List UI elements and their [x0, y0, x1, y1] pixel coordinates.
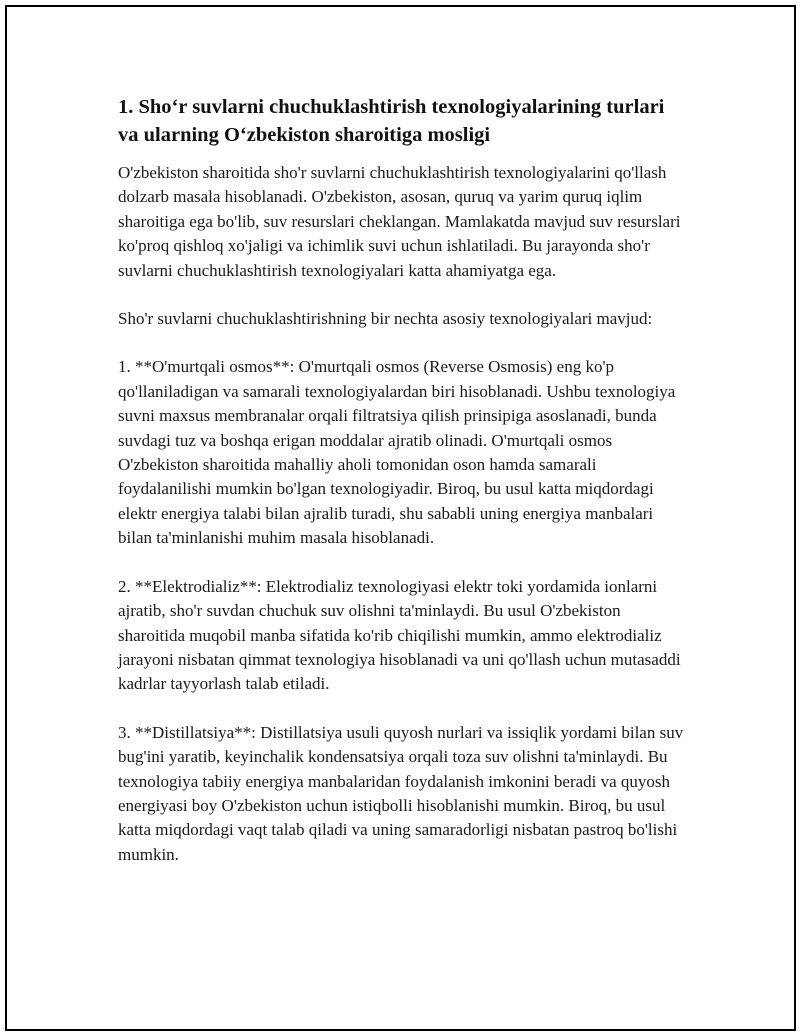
paragraph-technologies-lead: Sho'r suvlarni chuchuklashtirishning bir nechta asosiy texnologiyalari mavjud:	[118, 309, 653, 329]
paragraph-intro: O'zbekiston sharoitida sho'r suvlarni chuchuklashtirish texnologiyalarini qo'llash dolzarb masala hisoblanadi. O'zbekiston, asosan, quruq va yarim quruq iqlim sharoitiga ega bo'lib, suv resurslari cheklangan. Mamlakatda mavjud suv resurslari ko'proq qishloq xo'jaligi va ichimlik suvi uchun ishlatiladi. Bu jarayonda sho'r suvlarni chuchuklashtirish texnologiyalari katta ahamiyatga ega.	[118, 163, 681, 280]
paragraph-reverse-osmosis: 1. **O'murtqali osmos**: O'murtqali osmos (Reverse Osmosis) eng ko'p qo'llaniladigan va samarali texnologiyalardan biri hisoblanadi. Ushbu texnologiya suvni maxsus membranalar orqali filtratsiya qilish prinsipiga asoslanadi, bunda suvdagi tuz va boshqa erigan moddalar ajratib olinadi. O'murtqali osmos O'zbekiston sharoitida mahalliy aholi tomonidan oson hamda samarali foydalanilishi mumkin bo'lgan texnologiyadir. Biroq, bu usul katta miqdordagi elektr energiya talabi bilan ajralib turadi, shu sababli uning energiya manbalari bilan ta'minlanishi muhim masala hisoblanadi.	[118, 357, 676, 548]
paragraph-distillation: 3. **Distillatsiya**: Distillatsiya usuli quyosh nurlari va issiqlik yordami bilan suv bug'ini yaratib, keyinchalik kondensatsiya orqali toza suv olishni ta'minlaydi. Bu texnologiya tabiiy energiya manbalaridan foydalanish imkonini beradi va quyosh energiyasi boy O'zbekiston uchun istiqbolli hisoblanishi mumkin. Biroq, bu usul katta miqdordagi vaqt talab qiladi va uning samaradorligi nisbatan pastroq bo'lishi mumkin.	[118, 722, 684, 864]
paragraph-electrodialysis: 2. **Elektrodializ**: Elektrodializ texnologiyasi elektr toki yordamida ionlarni ajratib, sho'r suvdan chuchuk suv olishni ta'minlaydi. Bu usul O'zbekiston sharoitida muqobil manba sifatida ko'rib chiqilishi mumkin, ammo elektrodializ jarayoni nisbatan qimmat texnologiya hisoblanadi va uni qo'llash uchun mutasaddi kadrlar tayyorlash talab etiladi.	[118, 576, 681, 694]
section-heading: 1. Sho‘r suvlarni chuchuklashtirish texnologiyalarining turlari va ularning O‘zbekiston sharoitiga mosligi	[118, 96, 665, 146]
document-body	[118, 93, 686, 891]
